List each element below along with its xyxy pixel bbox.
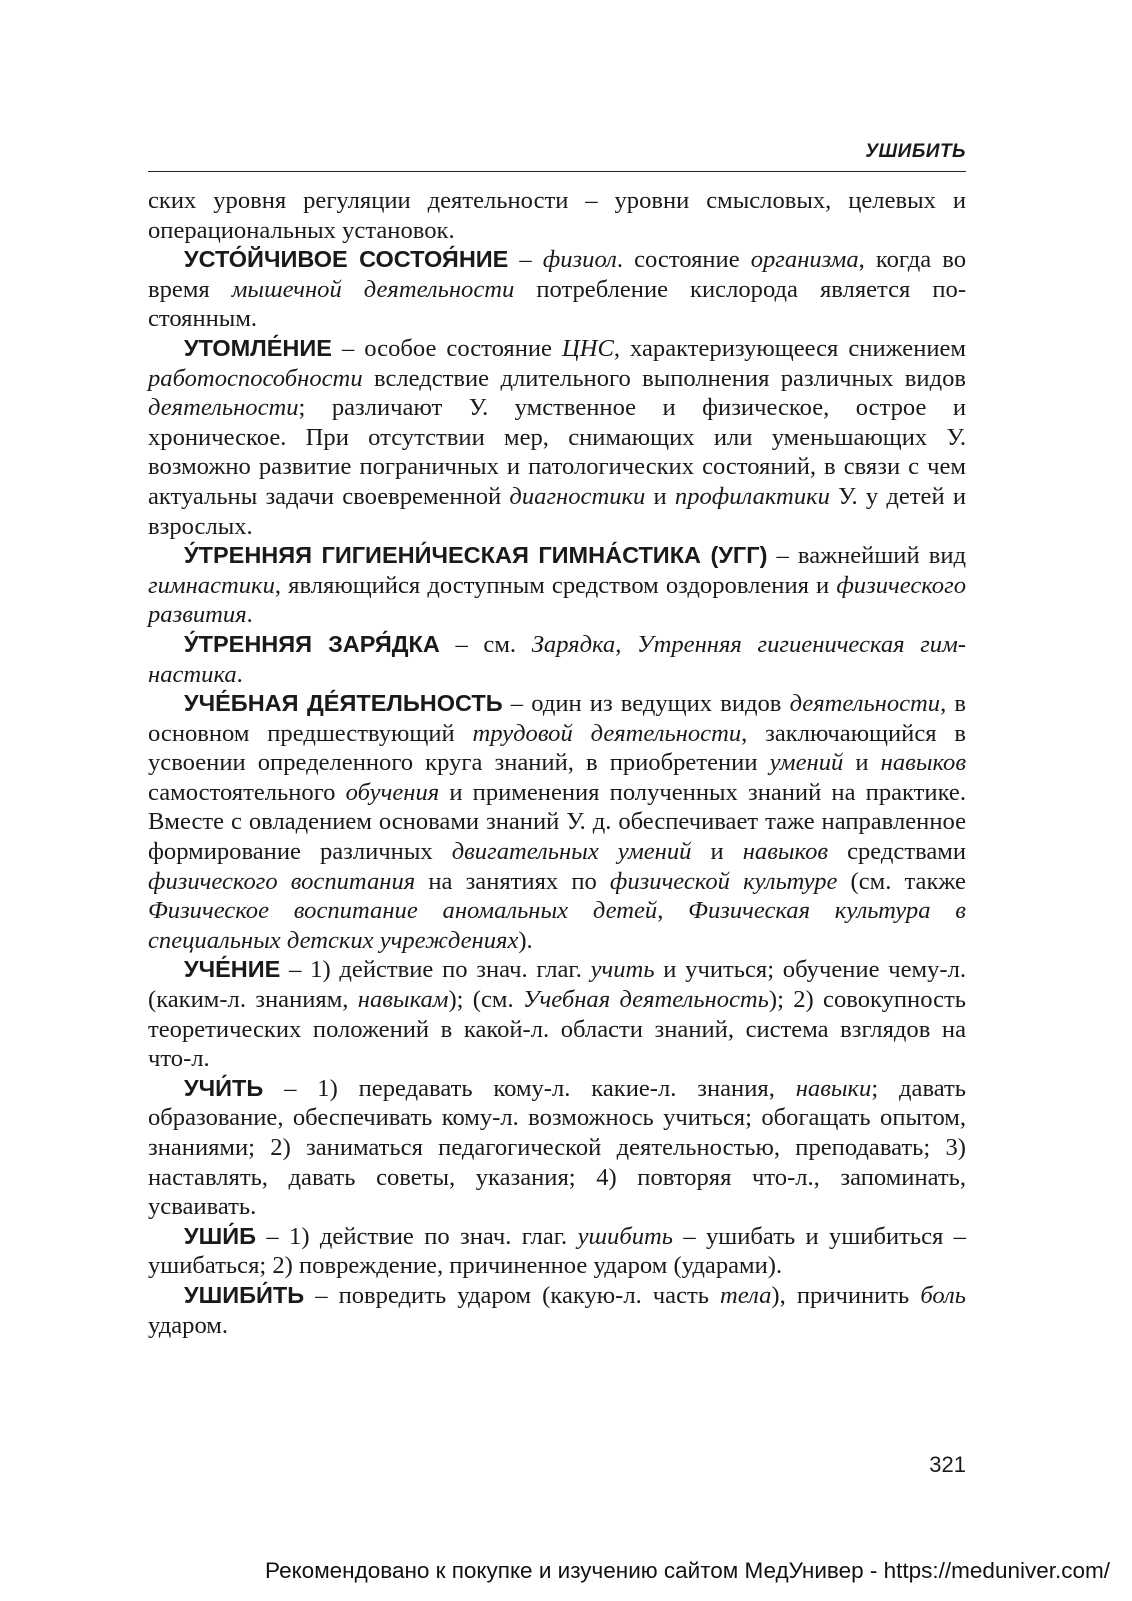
dictionary-body	[148, 186, 966, 1340]
cross-reference: физического развития	[148, 571, 966, 629]
entry-uchebnaya-deyatelnost	[148, 689, 966, 955]
definition-text: потребление кислорода является постоянным.	[148, 275, 967, 333]
cross-reference: физической культуре	[609, 867, 838, 895]
entry-ushibit	[148, 1281, 966, 1340]
cross-reference: организма	[750, 246, 859, 274]
cross-reference: умений	[769, 749, 844, 777]
definition-text: – 1) действие по знач. глаг.	[256, 1222, 578, 1250]
definition-text: – один из ведущих видов	[502, 690, 790, 718]
entry-ustoichivoe-sostoyanie	[148, 245, 966, 334]
cross-reference: ЦНС	[561, 334, 614, 362]
definition-text: ; давать образование, обеспечивать кому-л. возможнось учиться; обогащать опытом, знаниями; 2) заниматься педагогической деятельностью, преподавать; 3) наставлять, давать советы, указания; 4) повторяя что-л., запоминать, усваивать.	[148, 1074, 966, 1221]
definition-text: – см.	[439, 630, 532, 658]
definition-text: и применения полученных знаний на практике. Вместе с овладением основами знаний У. д. обеспечивает таже направленное формирование различных	[148, 778, 966, 866]
headword: УШИБИ́ТЬ	[184, 1281, 305, 1308]
page-number: 321	[929, 1452, 966, 1477]
cross-reference: ушибить	[577, 1222, 673, 1250]
definition-text: ; различают У. умственное и физическое, острое и хроническое. При отсутствии мер, снимающих или уменьшающих У. возможно развитие пограничных и патологических состояний, в связи с чем актуальны задачи своевременной	[148, 394, 966, 510]
cross-reference: навыков	[742, 838, 829, 866]
cross-reference: диагностики	[509, 482, 646, 510]
cross-reference: Учебная деятельность	[522, 986, 769, 1014]
headword: У́ТРЕННЯЯ ЗАРЯ́ДКА	[184, 630, 440, 657]
cross-reference: Утренняя гигиеническая гимнастика	[148, 630, 966, 688]
definition-text: . состояние	[616, 246, 751, 274]
definition-text: .	[236, 660, 243, 688]
definition-text: , в основном предшествующий	[148, 690, 967, 747]
header-rule	[148, 171, 966, 172]
definition-text: ,	[615, 630, 638, 658]
cross-reference: трудовой деятельности	[472, 719, 742, 747]
cross-reference: профилактики	[674, 482, 830, 510]
cross-reference: обучения	[345, 778, 440, 806]
definition-text: –	[508, 246, 543, 274]
definition-text: ских уровня регуляции деятельности – уровни смысловых, целевых и операциональных установок.	[148, 187, 966, 244]
definition-text: самостоятельного	[148, 778, 346, 806]
definition-text: на занятиях по	[415, 867, 610, 895]
cross-reference: Физическая культура в специальных детских учреждениях	[148, 897, 966, 954]
definition-text: .	[246, 601, 253, 629]
cross-reference: Физическое воспитание аномальных детей	[148, 897, 658, 925]
definition-text: , когда во время	[148, 246, 966, 303]
definition-text: У. у детей и взрослых.	[148, 482, 966, 540]
headword: УЧИ́ТЬ	[184, 1074, 264, 1101]
promo-footer: Рекомендовано к покупке и изучению сайтом МедУнивер - https://meduniver.com/	[265, 1558, 1110, 1583]
definition-text: – повредить ударом (какую-л. часть	[304, 1281, 721, 1309]
definition-text: ударом.	[148, 1311, 229, 1339]
cross-reference: Зарядка	[531, 630, 616, 658]
entry-utrennyaya-gimnastika	[148, 541, 966, 630]
entry-uchit	[148, 1074, 966, 1222]
cross-reference: двигательных умений	[451, 838, 692, 866]
definition-text: и	[691, 838, 743, 866]
entry-uchenie	[148, 955, 966, 1073]
cross-reference: боль	[920, 1281, 966, 1309]
cross-reference: работоспособности	[148, 364, 363, 392]
definition-text: , характеризующееся снижением	[613, 334, 966, 362]
entry-utomlenie	[148, 334, 966, 541]
headword: УСТО́ЙЧИВОЕ СОСТОЯ́НИЕ	[184, 246, 509, 273]
cross-reference: тела	[720, 1281, 772, 1309]
definition-text: ); (см.	[448, 986, 523, 1014]
definition-text: и	[645, 482, 675, 510]
cross-reference: навыкам	[357, 986, 449, 1014]
definition-text: – особое состояние	[331, 334, 562, 362]
cross-reference: учить	[590, 956, 655, 984]
definition-text: ); 2) совокупность теоретических положений в какой-л. области знаний, система взглядов на что-л.	[148, 986, 966, 1073]
definition-text: , являющийся доступным средством оздоровления и	[274, 571, 837, 599]
headword: У́ТРЕННЯЯ ГИГИЕНИ́ЧЕСКАЯ ГИМНА́СТИКА (УГГ)	[184, 542, 768, 569]
definition-text: – важнейший вид	[767, 542, 966, 570]
cross-reference: навыков	[880, 749, 967, 777]
definition-text: ,	[657, 897, 689, 925]
headword: УТОМЛЕ́НИЕ	[184, 334, 332, 361]
headword: УШИ́Б	[184, 1222, 257, 1249]
cross-reference: физического воспитания	[148, 867, 416, 895]
definition-text: ), причинить	[771, 1281, 921, 1309]
cross-reference: деятельности	[148, 394, 299, 422]
definition-text: – 1) действие по знач. глаг.	[280, 956, 591, 984]
entry-utrennyaya-zaryadka	[148, 630, 966, 689]
definition-text: вследствие длительного выполнения различных видов	[362, 364, 966, 392]
cross-reference: навыки	[795, 1074, 872, 1102]
cross-reference: гимнастики	[148, 571, 275, 599]
headword: УЧЕ́БНАЯ ДЕ́ЯТЕЛЬНОСТЬ	[184, 690, 503, 717]
definition-text: ).	[518, 926, 533, 954]
entry-ushib	[148, 1222, 966, 1281]
definition-text: средствами	[828, 838, 967, 866]
entry-continuation	[148, 186, 966, 245]
definition-text: – ушибать и ушибиться – ушибаться; 2) повреждение, причиненное ударом (ударами).	[148, 1222, 966, 1280]
definition-text: , заключающийся в усвоении определенного круга знаний, в приобретении	[148, 719, 966, 777]
definition-text: (см. также	[837, 867, 966, 895]
cross-reference: физиол	[542, 246, 617, 274]
definition-text: и	[843, 749, 881, 777]
cross-reference: мышечной деятельности	[231, 275, 515, 303]
definition-text: и учиться; обучение чему-л. (каким-л. знаниям,	[148, 956, 966, 1014]
headword: УЧЕ́НИЕ	[184, 956, 281, 983]
running-head: УШИБИТЬ	[865, 141, 966, 162]
cross-reference: деятельности	[789, 690, 941, 718]
definition-text: – 1) передавать кому-л. какие-л. знания,	[263, 1074, 796, 1102]
